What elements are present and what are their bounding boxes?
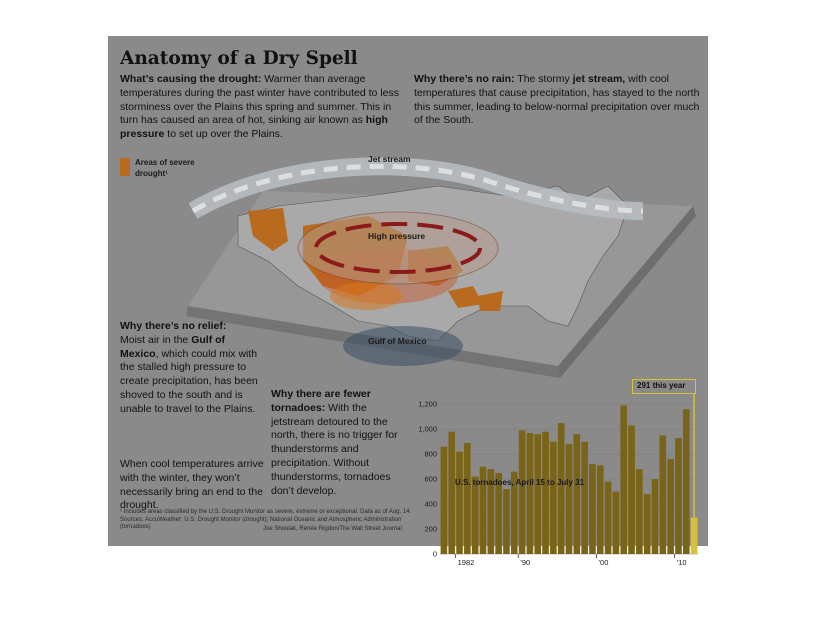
- x-tick-label: ’00: [598, 558, 609, 567]
- bar-1988: [503, 489, 510, 554]
- bar-1982: [456, 452, 463, 554]
- bar-1999: [589, 464, 596, 554]
- y-tick-label: 200: [424, 524, 437, 534]
- footnote: ¹ Includes areas classified by the U.S. Drought Monitor as severe, extreme or exceptional. Data as of Aug. 14. Sources: AccuWeather; U.S. Drought Monitor (drought); National Oceanic and Atmospheric Administration (tornadoes): [120, 509, 412, 531]
- bar-1993: [542, 432, 549, 554]
- bar-2008: [660, 435, 667, 554]
- infographic-panel: [108, 36, 708, 567]
- jet-stream-label: Jet stream: [368, 154, 411, 164]
- bar-2003: [620, 405, 627, 554]
- no-rain-paragraph: Why there’s no rain: The stormy jet stream, with cool temperatures that cause precipitation, has stayed to the north this summer, leading to below-normal precipitation over much of the South.: [414, 73, 700, 127]
- y-tick-label: 600: [424, 474, 437, 484]
- cool-temperatures-paragraph: When cool temperatures arrive with the winter, they won’t necessarily bring an end to the drought.: [120, 458, 264, 512]
- x-tick-label: ’90: [520, 558, 531, 567]
- bar-1991: [527, 433, 534, 554]
- bar-2009: [667, 459, 674, 554]
- bar-1984: [472, 477, 479, 554]
- bar-2012-highlight: [691, 518, 698, 554]
- drought-legend-swatch: [120, 158, 130, 176]
- bar-2001: [605, 482, 612, 554]
- bar-1995: [558, 423, 565, 554]
- x-tick-label: ’10: [676, 558, 687, 567]
- tornadoes-paragraph: Why there are fewer tornadoes: With the jetstream detoured to the north, there is no trigger for thunderstorms and precipitation. Without thunderstorms, tornadoes don’t develop.: [271, 388, 398, 497]
- y-tick-label: 1,200: [418, 399, 437, 409]
- gulf-label: Gulf of Mexico: [368, 336, 427, 346]
- bar-1996: [566, 444, 573, 554]
- page-title: Anatomy of a Dry Spell: [120, 48, 358, 69]
- gulf-moisture: [343, 326, 463, 366]
- tornado-bar-chart: [408, 376, 703, 567]
- this-year-callout: 291 this year: [637, 381, 686, 390]
- bar-2002: [613, 492, 620, 554]
- bar-2006: [644, 494, 651, 554]
- y-tick-label: 800: [424, 449, 437, 459]
- bar-2011: [683, 409, 690, 554]
- bar-1990: [519, 430, 526, 554]
- bar-1980: [441, 447, 448, 554]
- y-tick-label: 400: [424, 499, 437, 509]
- drought-legend-label: Areas of severe drought¹: [135, 158, 195, 178]
- bar-2004: [628, 425, 635, 554]
- bar-1994: [550, 442, 557, 554]
- y-tick-label: 0: [432, 549, 437, 559]
- y-tick-label: 1,000: [418, 424, 437, 434]
- bar-1992: [534, 434, 541, 554]
- bar-1983: [464, 443, 471, 554]
- bar-1998: [581, 442, 588, 554]
- causing-paragraph: What’s causing the drought: Warmer than average temperatures during the past winter have contributed to less storminess over the Plains this spring and summer. This in turn has caused an area of hot, sinking air known as high pressure to set up over the Plains.: [120, 73, 399, 141]
- x-tick-label: 1982: [457, 558, 475, 567]
- bar-1981: [448, 432, 455, 554]
- bar-2007: [652, 479, 659, 554]
- bar-2010: [675, 438, 682, 554]
- bar-1997: [574, 434, 581, 554]
- credit: Joe Shoulak, Renée Rigdon/The Wall Street Journal: [263, 526, 402, 532]
- bar-2000: [597, 465, 604, 554]
- high-pressure-label: High pressure: [368, 231, 426, 241]
- chart-label: U.S. tornadoes, April 15 to July 31: [455, 478, 585, 487]
- relief-paragraph: Why there’s no relief: Moist air in the Gulf of Mexico, which could mix with the stalled high pressure to create precipitation, has been shoved to the south and is unable to travel to the Plains.: [120, 320, 258, 415]
- bar-2005: [636, 469, 643, 554]
